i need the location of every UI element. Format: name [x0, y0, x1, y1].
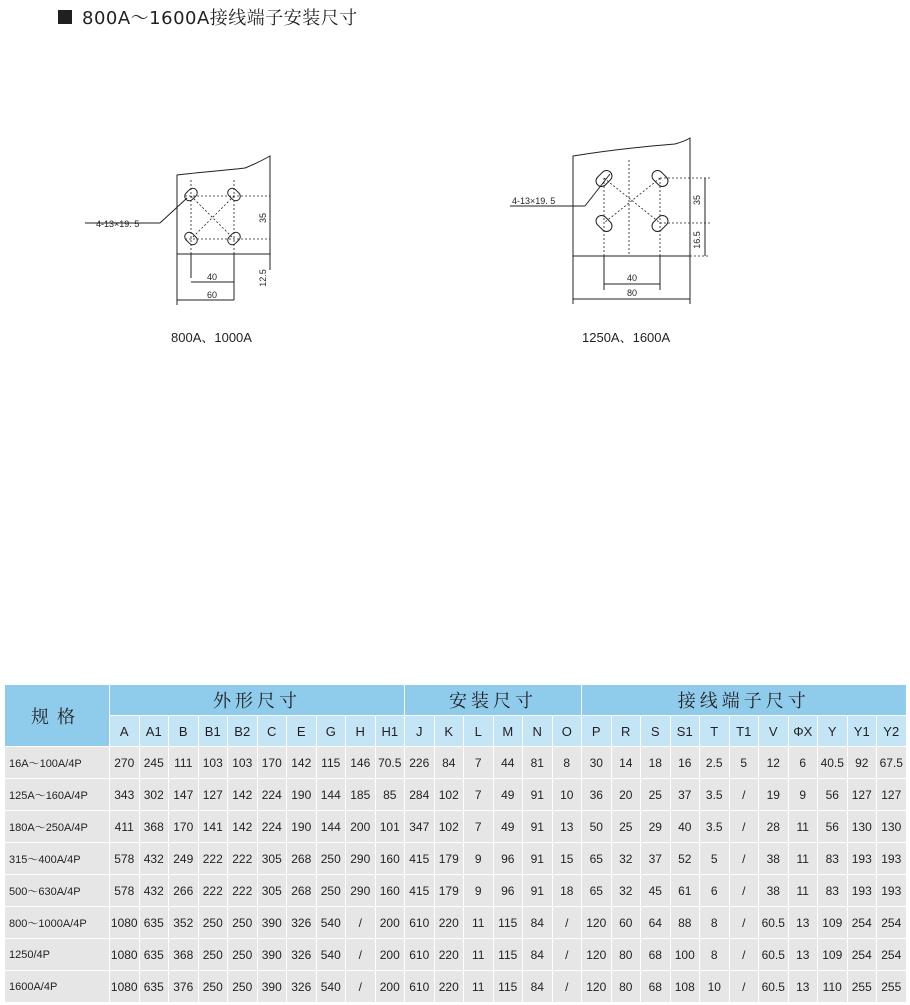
column-header: L	[464, 716, 494, 747]
value-cell: 266	[169, 875, 199, 907]
value-cell: 284	[405, 779, 435, 811]
value-cell: 415	[405, 843, 435, 875]
value-cell: 390	[257, 971, 287, 1003]
hole-spec-label: 4-13×19. 5	[512, 196, 556, 206]
value-cell: 220	[434, 939, 464, 971]
value-cell: 49	[493, 811, 523, 843]
value-cell: 127	[847, 779, 877, 811]
value-cell: 540	[316, 971, 346, 1003]
value-cell: 144	[316, 779, 346, 811]
value-cell: 127	[877, 779, 907, 811]
value-cell: 20	[611, 779, 641, 811]
spec-cell: 1600A/4P	[5, 971, 110, 1003]
value-cell: 83	[818, 843, 848, 875]
value-cell: 83	[818, 875, 848, 907]
value-cell: 65	[582, 843, 612, 875]
value-cell: 16	[670, 747, 700, 779]
column-header: K	[434, 716, 464, 747]
value-cell: 326	[287, 939, 317, 971]
value-cell: 96	[493, 875, 523, 907]
value-cell: 432	[139, 843, 169, 875]
value-cell: 60.5	[759, 907, 789, 939]
value-cell: 222	[228, 843, 258, 875]
value-cell: 19	[759, 779, 789, 811]
value-cell: 3.5	[700, 811, 730, 843]
value-cell: 13	[788, 907, 818, 939]
value-cell: 250	[228, 971, 258, 1003]
value-cell: 25	[641, 779, 671, 811]
column-header-row	[5, 716, 907, 747]
value-cell: 102	[434, 811, 464, 843]
value-cell: 67.5	[877, 747, 907, 779]
value-cell: 15	[552, 843, 582, 875]
table-row	[5, 875, 907, 907]
group-header: 接线端子尺寸	[582, 685, 907, 716]
value-cell: 249	[169, 843, 199, 875]
value-cell: 578	[110, 875, 140, 907]
value-cell: 142	[287, 747, 317, 779]
column-header: T1	[729, 716, 759, 747]
value-cell: 179	[434, 875, 464, 907]
value-cell: 2.5	[700, 747, 730, 779]
value-cell: /	[552, 939, 582, 971]
value-cell: 60.5	[759, 939, 789, 971]
value-cell: 32	[611, 875, 641, 907]
value-cell: 250	[198, 971, 228, 1003]
value-cell: /	[346, 971, 376, 1003]
page-heading	[58, 4, 358, 30]
value-cell: 96	[493, 843, 523, 875]
spec-cell: 16A～100A/4P	[5, 747, 110, 779]
value-cell: 115	[493, 971, 523, 1003]
value-cell: 18	[552, 875, 582, 907]
column-header: B1	[198, 716, 228, 747]
value-cell: 224	[257, 779, 287, 811]
value-cell: 108	[670, 971, 700, 1003]
value-cell: 415	[405, 875, 435, 907]
value-cell: 40	[670, 811, 700, 843]
value-cell: 130	[847, 811, 877, 843]
value-cell: 326	[287, 907, 317, 939]
dim-vertical: 35	[692, 194, 702, 206]
value-cell: 193	[877, 875, 907, 907]
value-cell: 84	[523, 907, 553, 939]
value-cell: 44	[493, 747, 523, 779]
column-header: Y1	[847, 716, 877, 747]
column-header: H	[346, 716, 376, 747]
column-header: R	[611, 716, 641, 747]
caption-800-1000: 800A、1000A	[171, 330, 252, 345]
column-header: G	[316, 716, 346, 747]
value-cell: 25	[611, 811, 641, 843]
value-cell: 37	[641, 843, 671, 875]
value-cell: 610	[405, 971, 435, 1003]
spec-cell: 1250/4P	[5, 939, 110, 971]
value-cell: 220	[434, 971, 464, 1003]
spec-cell: 125A～160A/4P	[5, 779, 110, 811]
value-cell: 200	[346, 811, 376, 843]
table-row	[5, 747, 907, 779]
value-cell: 268	[287, 843, 317, 875]
value-cell: 13	[788, 971, 818, 1003]
value-cell: 254	[877, 907, 907, 939]
value-cell: 45	[641, 875, 671, 907]
value-cell: /	[729, 875, 759, 907]
column-header: O	[552, 716, 582, 747]
value-cell: 141	[198, 811, 228, 843]
value-cell: 142	[228, 811, 258, 843]
value-cell: 250	[316, 875, 346, 907]
value-cell: 52	[670, 843, 700, 875]
value-cell: 40.5	[818, 747, 848, 779]
column-header: B2	[228, 716, 258, 747]
value-cell: 222	[198, 875, 228, 907]
value-cell: 64	[641, 907, 671, 939]
value-cell: 120	[582, 971, 612, 1003]
value-cell: 376	[169, 971, 199, 1003]
value-cell: /	[552, 907, 582, 939]
value-cell: /	[729, 907, 759, 939]
value-cell: 127	[198, 779, 228, 811]
spec-cell: 800～1000A/4P	[5, 907, 110, 939]
spec-cell: 500～630A/4P	[5, 875, 110, 907]
value-cell: 255	[877, 971, 907, 1003]
value-cell: 290	[346, 875, 376, 907]
value-cell: 250	[198, 939, 228, 971]
table-row	[5, 971, 907, 1003]
spec-table	[4, 684, 907, 1003]
value-cell: 103	[228, 747, 258, 779]
value-cell: 50	[582, 811, 612, 843]
value-cell: 250	[316, 843, 346, 875]
value-cell: 193	[877, 843, 907, 875]
value-cell: 11	[788, 811, 818, 843]
value-cell: 11	[464, 939, 494, 971]
value-cell: 250	[228, 907, 258, 939]
column-header: S	[641, 716, 671, 747]
table-row	[5, 779, 907, 811]
value-cell: 390	[257, 907, 287, 939]
group-header: 外形尺寸	[110, 685, 405, 716]
value-cell: 91	[523, 875, 553, 907]
value-cell: 224	[257, 811, 287, 843]
value-cell: 10	[552, 779, 582, 811]
value-cell: 3.5	[700, 779, 730, 811]
column-header: ΦX	[788, 716, 818, 747]
value-cell: 226	[405, 747, 435, 779]
column-header: T	[700, 716, 730, 747]
column-header: V	[759, 716, 789, 747]
value-cell: 254	[877, 939, 907, 971]
value-cell: 115	[493, 907, 523, 939]
value-cell: 8	[552, 747, 582, 779]
value-cell: 326	[287, 971, 317, 1003]
value-cell: /	[346, 939, 376, 971]
value-cell: 254	[847, 907, 877, 939]
column-header: M	[493, 716, 523, 747]
value-cell: 352	[169, 907, 199, 939]
value-cell: 115	[493, 939, 523, 971]
column-header: Y2	[877, 716, 907, 747]
value-cell: 7	[464, 811, 494, 843]
value-cell: 101	[375, 811, 405, 843]
value-cell: 160	[375, 875, 405, 907]
value-cell: 120	[582, 939, 612, 971]
value-cell: 88	[670, 907, 700, 939]
value-cell: 302	[139, 779, 169, 811]
value-cell: 190	[287, 779, 317, 811]
value-cell: 68	[641, 939, 671, 971]
value-cell: 38	[759, 843, 789, 875]
group-header: 安装尺寸	[405, 685, 582, 716]
value-cell: 81	[523, 747, 553, 779]
value-cell: 103	[198, 747, 228, 779]
value-cell: 70.5	[375, 747, 405, 779]
dim-bottom: 12.5	[258, 269, 268, 287]
value-cell: 610	[405, 939, 435, 971]
column-header: S1	[670, 716, 700, 747]
value-cell: 222	[228, 875, 258, 907]
value-cell: 11	[464, 907, 494, 939]
value-cell: 60	[611, 907, 641, 939]
value-cell: /	[552, 971, 582, 1003]
column-header: A	[110, 716, 140, 747]
group-header-row	[5, 685, 907, 716]
value-cell: 36	[582, 779, 612, 811]
value-cell: 200	[375, 939, 405, 971]
value-cell: 411	[110, 811, 140, 843]
value-cell: 80	[611, 939, 641, 971]
value-cell: 9	[788, 779, 818, 811]
value-cell: 9	[464, 875, 494, 907]
value-cell: 13	[788, 939, 818, 971]
value-cell: 635	[139, 939, 169, 971]
value-cell: 65	[582, 875, 612, 907]
column-header: N	[523, 716, 553, 747]
value-cell: 28	[759, 811, 789, 843]
value-cell: 200	[375, 907, 405, 939]
value-cell: 578	[110, 843, 140, 875]
table-row	[5, 939, 907, 971]
dim-outer: 80	[626, 288, 638, 298]
value-cell: 8	[700, 939, 730, 971]
value-cell: 270	[110, 747, 140, 779]
square-bullet-icon	[58, 10, 72, 24]
value-cell: 85	[375, 779, 405, 811]
value-cell: 245	[139, 747, 169, 779]
value-cell: 185	[346, 779, 376, 811]
value-cell: 142	[228, 779, 258, 811]
column-header: A1	[139, 716, 169, 747]
value-cell: 38	[759, 875, 789, 907]
value-cell: 222	[198, 843, 228, 875]
value-cell: 111	[169, 747, 199, 779]
value-cell: /	[729, 779, 759, 811]
value-cell: 84	[523, 939, 553, 971]
column-header: H1	[375, 716, 405, 747]
value-cell: 91	[523, 779, 553, 811]
value-cell: 343	[110, 779, 140, 811]
heading-text: 800A～1600A接线端子安装尺寸	[82, 8, 358, 29]
value-cell: 30	[582, 747, 612, 779]
value-cell: 254	[847, 939, 877, 971]
value-cell: 368	[139, 811, 169, 843]
value-cell: 60.5	[759, 971, 789, 1003]
value-cell: 29	[641, 811, 671, 843]
dim-outer: 60	[206, 290, 218, 300]
value-cell: 200	[375, 971, 405, 1003]
value-cell: 305	[257, 875, 287, 907]
value-cell: 84	[523, 971, 553, 1003]
value-cell: 10	[700, 971, 730, 1003]
column-header: Y	[818, 716, 848, 747]
value-cell: 8	[700, 907, 730, 939]
value-cell: 190	[287, 811, 317, 843]
value-cell: 5	[700, 843, 730, 875]
value-cell: 11	[788, 843, 818, 875]
value-cell: 11	[788, 875, 818, 907]
value-cell: 1080	[110, 907, 140, 939]
value-cell: 255	[847, 971, 877, 1003]
value-cell: 147	[169, 779, 199, 811]
value-cell: 56	[818, 779, 848, 811]
value-cell: 37	[670, 779, 700, 811]
value-cell: 160	[375, 843, 405, 875]
value-cell: /	[346, 907, 376, 939]
value-cell: 49	[493, 779, 523, 811]
value-cell: 9	[464, 843, 494, 875]
value-cell: 102	[434, 779, 464, 811]
caption-1250-1600: 1250A、1600A	[582, 330, 671, 345]
dim-inner: 40	[626, 273, 638, 283]
value-cell: 170	[169, 811, 199, 843]
value-cell: /	[729, 939, 759, 971]
value-cell: 610	[405, 907, 435, 939]
value-cell: 109	[818, 907, 848, 939]
hole-spec-label: 4-13×19. 5	[96, 219, 140, 229]
value-cell: 13	[552, 811, 582, 843]
value-cell: 193	[847, 875, 877, 907]
value-cell: 146	[346, 747, 376, 779]
column-header: C	[257, 716, 287, 747]
value-cell: 250	[228, 939, 258, 971]
value-cell: 110	[818, 971, 848, 1003]
value-cell: 7	[464, 747, 494, 779]
value-cell: 540	[316, 939, 346, 971]
table-row	[5, 811, 907, 843]
value-cell: 7	[464, 779, 494, 811]
value-cell: 1080	[110, 939, 140, 971]
column-header: P	[582, 716, 612, 747]
value-cell: 12	[759, 747, 789, 779]
value-cell: 32	[611, 843, 641, 875]
value-cell: /	[729, 843, 759, 875]
value-cell: 5	[729, 747, 759, 779]
table-row	[5, 843, 907, 875]
value-cell: 305	[257, 843, 287, 875]
value-cell: /	[729, 811, 759, 843]
value-cell: 220	[434, 907, 464, 939]
value-cell: 130	[877, 811, 907, 843]
value-cell: 92	[847, 747, 877, 779]
value-cell: /	[729, 971, 759, 1003]
spec-cell: 315～400A/4P	[5, 843, 110, 875]
value-cell: 109	[818, 939, 848, 971]
column-header: J	[405, 716, 435, 747]
value-cell: 6	[700, 875, 730, 907]
value-cell: 1080	[110, 971, 140, 1003]
value-cell: 68	[641, 971, 671, 1003]
dim-inner: 40	[206, 272, 218, 282]
value-cell: 84	[434, 747, 464, 779]
value-cell: 144	[316, 811, 346, 843]
value-cell: 80	[611, 971, 641, 1003]
dim-vertical: 35	[258, 212, 268, 224]
dim-bottom: 16.5	[692, 231, 702, 249]
table-row	[5, 907, 907, 939]
value-cell: 18	[641, 747, 671, 779]
value-cell: 347	[405, 811, 435, 843]
spec-cell: 180A～250A/4P	[5, 811, 110, 843]
value-cell: 390	[257, 939, 287, 971]
terminal-drawing-1250-1600	[500, 132, 730, 312]
value-cell: 432	[139, 875, 169, 907]
value-cell: 368	[169, 939, 199, 971]
value-cell: 170	[257, 747, 287, 779]
value-cell: 91	[523, 843, 553, 875]
value-cell: 120	[582, 907, 612, 939]
value-cell: 268	[287, 875, 317, 907]
value-cell: 100	[670, 939, 700, 971]
value-cell: 14	[611, 747, 641, 779]
value-cell: 179	[434, 843, 464, 875]
value-cell: 635	[139, 907, 169, 939]
value-cell: 61	[670, 875, 700, 907]
value-cell: 540	[316, 907, 346, 939]
column-header: E	[287, 716, 317, 747]
value-cell: 56	[818, 811, 848, 843]
terminal-drawing-800-1000	[80, 150, 300, 310]
value-cell: 193	[847, 843, 877, 875]
column-header: B	[169, 716, 199, 747]
value-cell: 290	[346, 843, 376, 875]
value-cell: 115	[316, 747, 346, 779]
value-cell: 91	[523, 811, 553, 843]
spec-header: 规格	[5, 685, 110, 747]
value-cell: 635	[139, 971, 169, 1003]
value-cell: 11	[464, 971, 494, 1003]
value-cell: 250	[198, 907, 228, 939]
value-cell: 6	[788, 747, 818, 779]
